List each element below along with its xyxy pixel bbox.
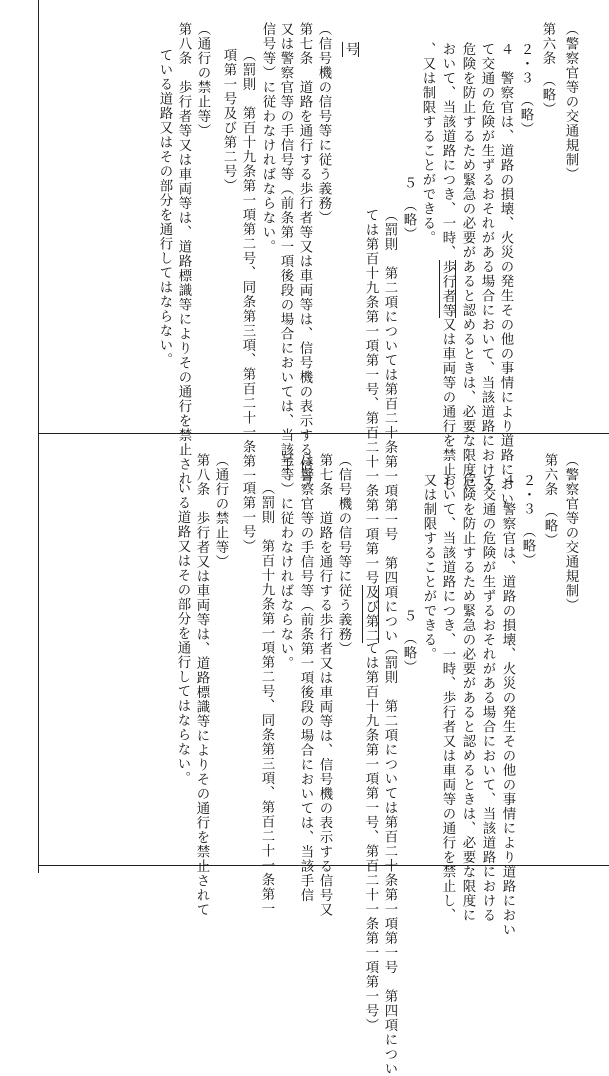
text-column bbox=[460, 42, 474, 492]
text-segment: ている道路又はその部分を通行してはならない。 bbox=[157, 48, 172, 367]
text-segment: 又は制限することができる。 bbox=[421, 473, 436, 662]
text-column bbox=[240, 48, 254, 483]
text-segment: （信号機の信号等に従う義務） bbox=[316, 22, 331, 225]
text-segment: いる道路又はその部分を通行してはならない。 bbox=[175, 481, 190, 786]
amended-text-marked: 号 bbox=[343, 42, 358, 57]
text-column bbox=[213, 453, 227, 569]
text-segment: 第八条 歩行者等又は車両等は、道路標識等によりその通行を禁止され bbox=[176, 22, 191, 486]
text-column bbox=[316, 22, 330, 225]
text-column bbox=[176, 22, 190, 486]
text-segment: おいて、当該道路につき、一時、 bbox=[440, 42, 455, 260]
text-segment: （警察官等の交通規制） bbox=[563, 22, 578, 182]
text-column bbox=[259, 481, 273, 916]
text-segment: （警察官等の交通規制） bbox=[563, 453, 578, 613]
text-column bbox=[518, 42, 532, 137]
amended-text-marked: 歩行者等 bbox=[440, 259, 455, 318]
text-column bbox=[240, 481, 254, 554]
text-segment: （罰則 第二項については第百二十条第一項第一号 第四項につい bbox=[382, 641, 397, 1076]
text-segment: ては第百十九条第一項第一号、第百二十一条第一項第一号） bbox=[363, 641, 378, 1033]
text-column bbox=[278, 453, 292, 671]
text-column bbox=[157, 48, 171, 367]
text-segment: （通行の禁止等） bbox=[195, 22, 210, 138]
text-segment: ４ 警察官は、道路の損壊、火災の発生その他の事情により道路におい bbox=[498, 42, 513, 506]
text-segment: ２・３ （略） bbox=[520, 473, 535, 568]
text-column bbox=[194, 453, 208, 917]
text-column bbox=[563, 22, 577, 182]
lower-panel-current-text bbox=[38, 433, 588, 1076]
text-column bbox=[382, 641, 396, 1076]
text-segment: 危険を防止するため緊急の必要があると認めるときは、必要な限度に bbox=[460, 473, 475, 923]
text-column bbox=[563, 453, 577, 613]
upper-panel-amended-text bbox=[38, 0, 588, 643]
text-segment: 第七条 道路を通行する歩行者又は車両等は、信号機の表示する信号又 bbox=[317, 453, 332, 917]
text-column bbox=[317, 453, 331, 917]
text-column bbox=[542, 453, 556, 548]
amended-text-marked: 及び第二 bbox=[363, 585, 378, 643]
text-column bbox=[221, 48, 235, 193]
text-column bbox=[401, 609, 415, 675]
text-segment: （罰則 第百十九条第一項第二号、同条第三項、第百二十一条第一 bbox=[259, 481, 274, 916]
text-segment: て交通の危険が生ずるおそれがある場合において、当該道路における bbox=[480, 473, 495, 923]
text-segment: ５ （略） bbox=[401, 176, 416, 242]
text-column bbox=[420, 42, 434, 245]
text-segment: 項第一号及び第二号） bbox=[221, 48, 236, 193]
text-segment: 又は警察官等の手信号等（前条第一項後段の場合においては、当該手 bbox=[278, 22, 293, 472]
text-segment: 項第一号） bbox=[240, 481, 255, 554]
text-column bbox=[336, 453, 350, 656]
text-segment: 、又は制限することができる。 bbox=[420, 42, 435, 245]
text-column bbox=[440, 42, 454, 492]
text-column bbox=[480, 473, 494, 923]
text-segment: 第六条 （略） bbox=[540, 22, 555, 117]
text-column bbox=[520, 473, 534, 568]
text-segment: ては第百十九条第一項第一号、第百二十一条第一項第一号 bbox=[363, 208, 378, 585]
text-segment: 又は車両等の通行を禁止し bbox=[440, 317, 455, 492]
text-segment: おいて、当該道路につき、一時、歩行者又は車両等の通行を禁止し、 bbox=[440, 473, 455, 923]
text-column bbox=[297, 22, 311, 486]
text-segment: 号等）に従わなければならない。 bbox=[278, 453, 293, 671]
text-segment: 第六条 （略） bbox=[542, 453, 557, 548]
text-column bbox=[500, 473, 514, 937]
text-segment: 危険を防止するため緊急の必要があると認めるときは、必要な限度に bbox=[460, 42, 475, 492]
text-column bbox=[479, 42, 493, 492]
text-segment: ５ （略） bbox=[401, 609, 416, 675]
text-segment: 信号等）に従わなければならない。 bbox=[260, 22, 275, 254]
text-column bbox=[278, 22, 292, 472]
text-segment: （罰則 第百十九条第一項第二号、同条第三項、第百二十一条第一 bbox=[240, 48, 255, 483]
text-segment: ２・３ （略） bbox=[518, 42, 533, 137]
text-column bbox=[540, 22, 554, 117]
text-segment: 第七条 道路を通行する歩行者等又は車両等は、信号機の表示する信号 bbox=[297, 22, 312, 486]
text-segment: ４ 警察官は、道路の損壊、火災の発生その他の事情により道路におい bbox=[500, 473, 515, 937]
text-column bbox=[440, 473, 454, 923]
text-column bbox=[195, 22, 209, 138]
text-column bbox=[175, 481, 189, 786]
text-column bbox=[460, 473, 474, 923]
text-segment: て交通の危険が生ずるおそれがある場合において、当該道路における bbox=[479, 42, 494, 492]
text-segment: （通行の禁止等） bbox=[213, 453, 228, 569]
text-column bbox=[421, 473, 435, 662]
text-segment: は警察官等の手信号等（前条第一項後段の場合においては、当該手信 bbox=[298, 453, 313, 903]
text-column bbox=[401, 176, 415, 242]
text-column bbox=[363, 641, 377, 1033]
text-segment: 第八条 歩行者又は車両等は、道路標識等によりその通行を禁止されて bbox=[194, 453, 209, 917]
text-segment: （信号機の信号等に従う義務） bbox=[336, 453, 351, 656]
text-column bbox=[343, 42, 357, 57]
text-column bbox=[298, 453, 312, 903]
text-column bbox=[260, 22, 274, 254]
text-segment: （罰則 第二項については第百二十条第一項第一号 第四項につい bbox=[382, 208, 397, 643]
